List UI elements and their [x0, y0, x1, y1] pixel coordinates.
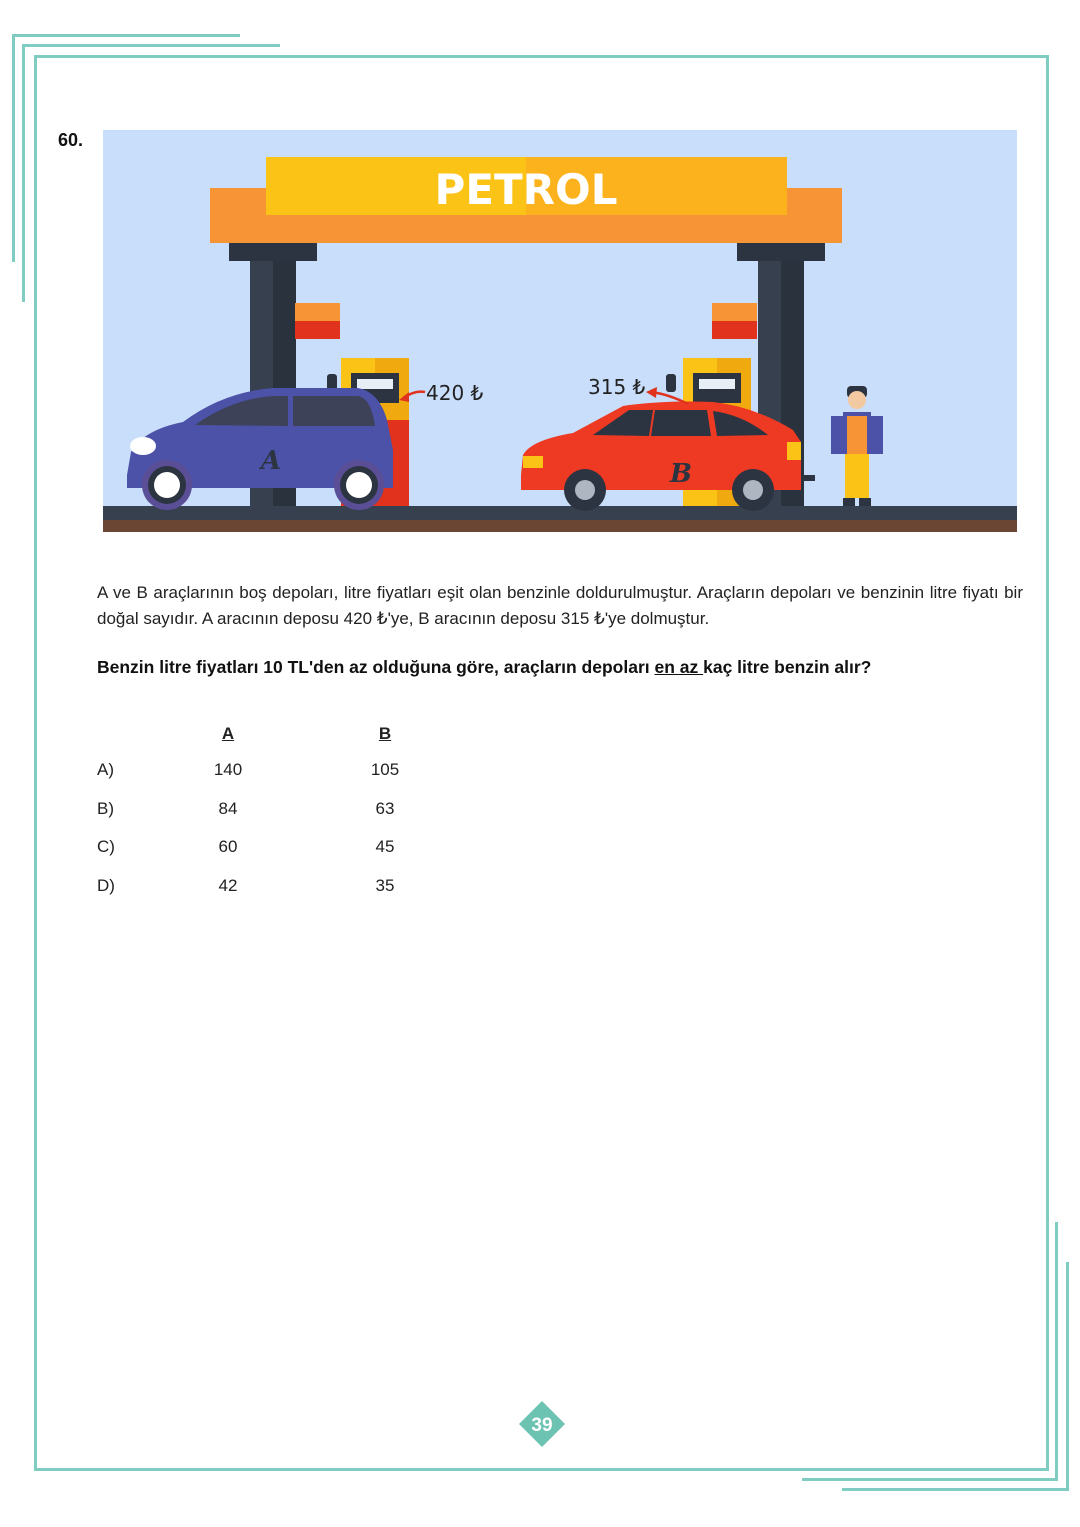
option-value-b: 35	[375, 876, 395, 895]
option-label: A)	[97, 760, 114, 779]
question-paragraph: A ve B araçlarının boş depoları, litre fiyatları eşit olan benzinle doldurulmuştur. Araçların depoları ve benzinin litre fiyatı bir doğal sayıdır. A aracının deposu 420 ₺'ye, B aracının deposu 315 ₺'ye dolmuştur.	[97, 583, 1023, 628]
option-value-b: 105	[370, 760, 400, 779]
option-value-b: 45	[375, 837, 395, 856]
prompt-text-end: kaç litre benzin alır?	[703, 657, 872, 677]
petrol-sign-text: PETROL	[434, 165, 618, 214]
frame-line	[1066, 1262, 1069, 1491]
frame-line	[22, 44, 25, 302]
frame-line	[802, 1478, 1058, 1481]
frame-line	[22, 44, 280, 47]
question-prompt	[97, 657, 1023, 678]
column-header-b: B	[378, 724, 392, 743]
option-row[interactable]	[97, 872, 497, 900]
option-label: B)	[97, 799, 114, 818]
option-row[interactable]	[97, 833, 497, 861]
column-header-a: A	[221, 724, 235, 743]
prompt-underlined-text: en az	[654, 657, 704, 677]
option-value-a: 84	[218, 799, 238, 818]
frame-line	[34, 1468, 1049, 1471]
frame-line	[34, 55, 37, 1471]
option-value-b: 63	[375, 799, 395, 818]
option-value-a: 60	[218, 837, 238, 856]
question-number: 60.	[58, 130, 84, 150]
frame-line	[34, 55, 1049, 58]
frame-line	[12, 34, 240, 37]
frame-line	[1055, 1222, 1058, 1481]
car-b-label: B	[670, 459, 692, 489]
options-header	[97, 720, 497, 748]
option-row[interactable]	[97, 756, 497, 784]
page-number: 39	[531, 1415, 553, 1436]
option-row[interactable]	[97, 795, 497, 823]
car-a-label: A	[260, 446, 282, 476]
page-number-badge	[519, 1401, 565, 1447]
option-value-a: 42	[218, 876, 238, 895]
option-value-a: 140	[213, 760, 243, 779]
price-a-label: 420 ₺	[426, 381, 484, 405]
frame-line	[1046, 55, 1049, 1471]
price-b-label: 315 ₺	[588, 375, 646, 399]
gas-station-illustration	[103, 130, 1017, 532]
frame-line	[12, 34, 15, 262]
option-label: C)	[97, 837, 115, 856]
prompt-text: Benzin litre fiyatları 10 TL'den az olduğuna göre, araçların depoları	[97, 657, 655, 677]
option-label: D)	[97, 876, 115, 895]
frame-line	[842, 1488, 1069, 1491]
